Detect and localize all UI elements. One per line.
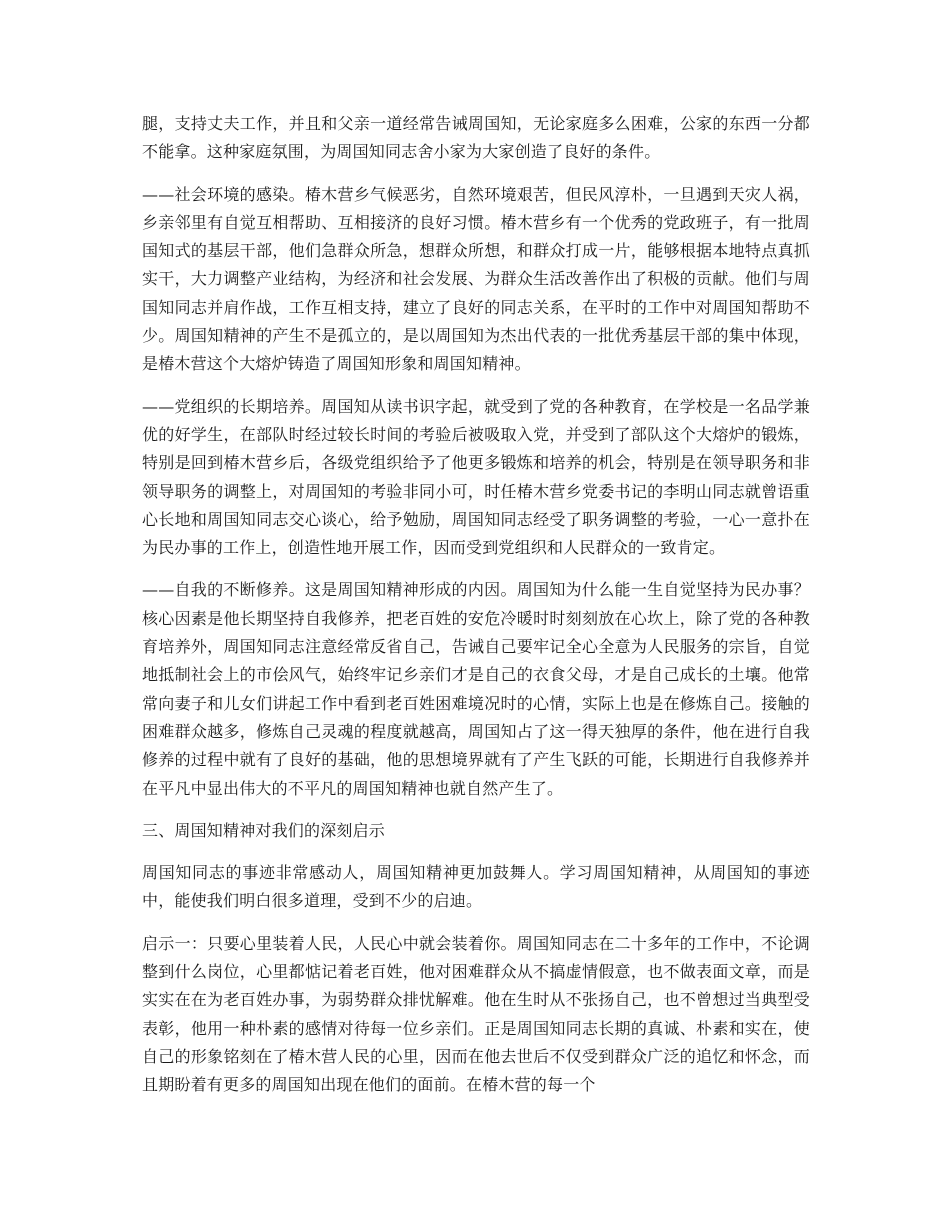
- paragraph-social-environment: ——社会环境的感染。椿木营乡气候恶劣，自然环境艰苦，但民风淳朴，一旦遇到天灾人祸，乡亲邻里有自觉互相帮助、互相接济的良好习惯。椿木营乡有一个优秀的党政班子，有一批周国知式的基层干部，他们急群众所急，想群众所想，和群众打成一片，能够根据本地特点真抓实干，大力调整产业结构，为经济和社会发展、为群众生活改善作出了积极的贡献。他们与周国知同志并肩作战，工作互相支持，建立了良好的同志关系，在平时的工作中对周国知帮助不少。周国知精神的产生不是孤立的，是以周国知为杰出代表的一批优秀基层干部的集中体现，是椿木营这个大熔炉铸造了周国知形象和周国知精神。: [142, 184, 810, 374]
- paragraph-party-cultivation: ——党组织的长期培养。周国知从读书识字起，就受到了党的各种教育，在学校是一名品学兼优的好学生，在部队时经过较长时间的考验后被吸取入党，并受到了部队这个大熔炉的锻炼，特别是回到椿木营乡后，各级党组织给予了他更多锻炼和培养的机会，特别是在领导职务和非领导职务的调整上，对周国知的考验非同小可，时任椿木营乡党委书记的李明山同志就曾语重心长地和周国知同志交心谈心，给予勉励，周国知同志经受了职务调整的考验，一心一意扑在为民办事的工作上，创造性地开展工作，因而受到党组织和人民群众的一致肯定。: [142, 396, 810, 558]
- paragraph-family-support: 腿，支持丈夫工作，并且和父亲一道经常告诫周国知，无论家庭多么困难，公家的东西一分都不能拿。这种家庭氛围，为周国知同志舍小家为大家创造了良好的条件。: [142, 114, 810, 162]
- paragraph-self-cultivation: ——自我的不断修养。这是周国知精神形成的内因。周国知为什么能一生自觉坚持为民办事？核心因素是他长期坚持自我修养，把老百姓的安危冷暖时时刻刻放在心坎上，除了党的各种教育培养外，周国知同志注意经常反省自己，告诫自己要牢记全心全意为人民服务的宗旨，自觉地抵制社会上的市侩风气，始终牢记乡亲们才是自己的衣食父母，才是自己成长的土壤。他常常向妻子和儿女们讲起工作中看到老百姓困难境况时的心情，实际上也是在修炼自己。接触的困难群众越多，修炼自己灵魂的程度就越高，周国知占了这一得天独厚的条件，他在进行自我修养的过程中就有了良好的基础，他的思想境界就有了产生飞跃的可能，长期进行自我修养并在平凡中显出伟大的不平凡的周国知精神也就自然产生了。: [142, 580, 810, 798]
- section-heading: 三、周国知精神对我们的深刻启示: [142, 820, 386, 840]
- paragraph-inspiration-intro: 周国知同志的事迹非常感动人，周国知精神更加鼓舞人。学习周国知精神，从周国知的事迹中，能使我们明白很多道理，受到不少的启迪。: [142, 863, 810, 911]
- paragraph-inspiration-one: 启示一：只要心里装着人民，人民心中就会装着你。周国知同志在二十多年的工作中，不论调整到什么岗位，心里都惦记着老百姓，他对困难群众从不搞虚情假意，也不做表面文章，而是实实在在为老百姓办事，为弱势群众排忧解难。他在生时从不张扬自己，也不曾想过当典型受表彰，他用一种朴素的感情对待每一位乡亲们。正是周国知同志长期的真诚、朴素和实在，使自己的形象铭刻在了椿木营人民的心里，因而在他去世后不仅受到群众广泛的追忆和怀念，而且期盼着有更多的周国知出现在他们的面前。在椿木营的每一个: [142, 933, 810, 1095]
